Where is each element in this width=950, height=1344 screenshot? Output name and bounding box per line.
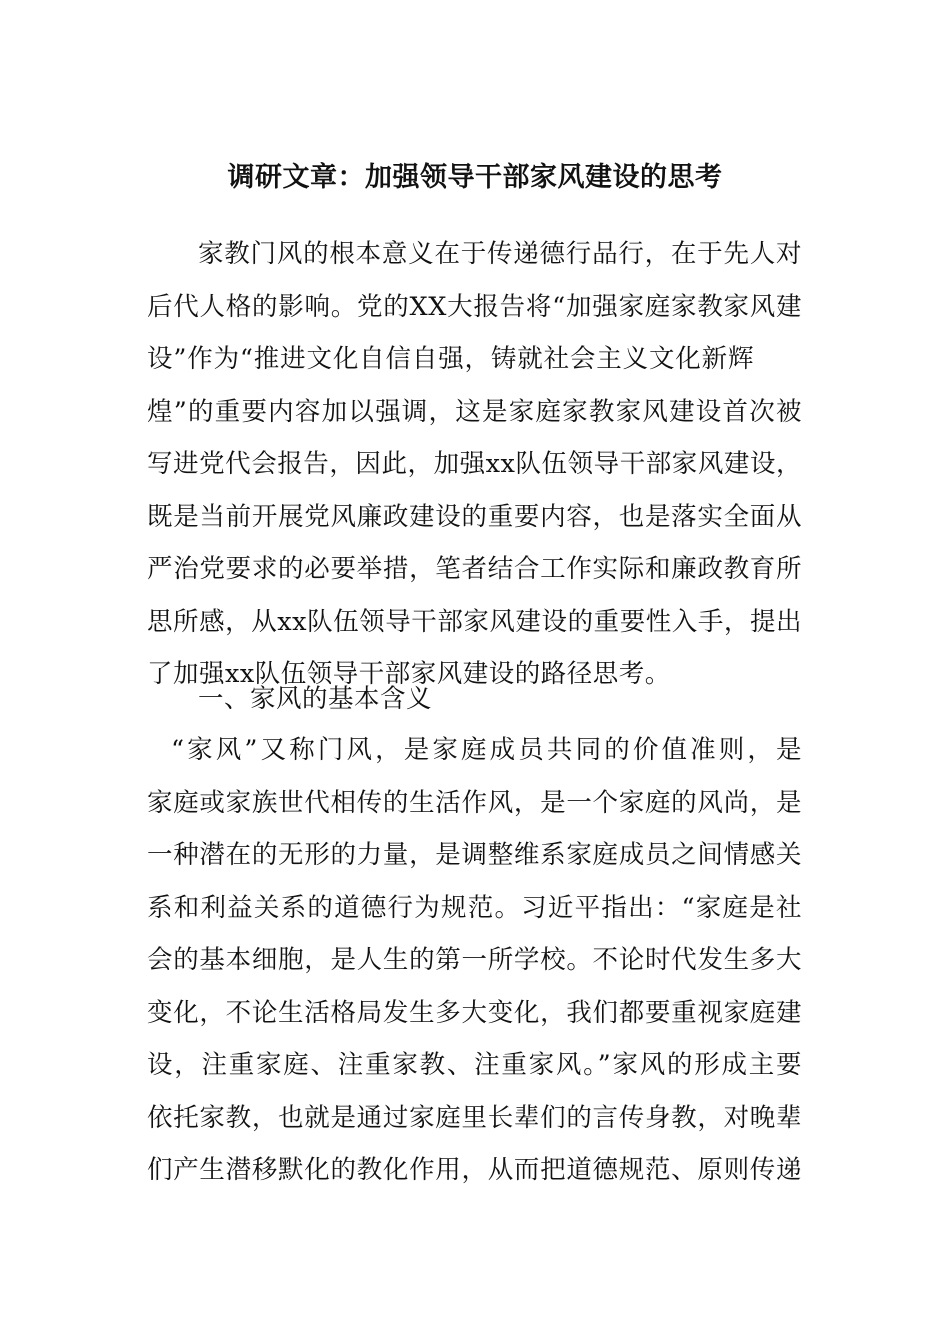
paragraph-definition [147,724,802,1197]
text-line: 写进党代会报告，因此，加强xx队伍领导干部家风建设， [147,449,802,479]
text-line: 们产生潜移默化的教化作用，从而把道德规范、原则传递 [147,1155,802,1185]
text-line: 设”作为“推进文化自信自强，铸就社会主义文化新辉 [147,344,754,374]
text-line: 依托家教，也就是通过家庭里长辈们的言传身教，对晚辈 [147,1102,802,1133]
text-line: 了加强xx队伍领导干部家风建设的路径思考。 [147,659,671,689]
text-line: 煌”的重要内容加以强调，这是家庭家教家风建设首次被 [147,396,802,427]
text-line: 家庭或家族世代相传的生活作风，是一个家庭的风尚，是 [147,787,802,818]
text-line: 既是当前开展党风廉政建设的重要内容，也是落实全面从 [147,501,802,532]
text-line: 严治党要求的必要举措，笔者结合工作实际和廉政教育所 [147,554,802,584]
paragraph-intro [147,228,802,701]
text-line: 系和利益关系的道德行为规范。习近平指出：“家庭是社 [147,892,802,923]
text-line: 设，注重家庭、注重家教、注重家风。”家风的形成主要 [147,1050,802,1080]
text-line: 一种潜在的无形的力量，是调整维系家庭成员之间情感关 [147,840,802,870]
text-line: 思所感，从xx队伍领导干部家风建设的重要性入手，提出 [147,606,802,637]
text-line: 变化，不论生活格局发生多大变化，我们都要重视家庭建 [147,997,802,1028]
heading-line: 一、家风的基本含义 [198,684,433,714]
text-line: 后代人格的影响。党的XX大报告将“加强家庭家教家风建 [147,291,802,322]
document-title: 调研文章：加强领导干部家风建设的思考 [227,162,723,193]
text-line: 家教门风的根本意义在于传递德行品行，在于先人对 [198,239,802,269]
section-heading [147,673,802,726]
text-line: “家风”又称门风，是家庭成员共同的价值准则，是 [171,735,802,765]
text-line: 会的基本细胞，是人生的第一所学校。不论时代发生多大 [147,945,802,975]
